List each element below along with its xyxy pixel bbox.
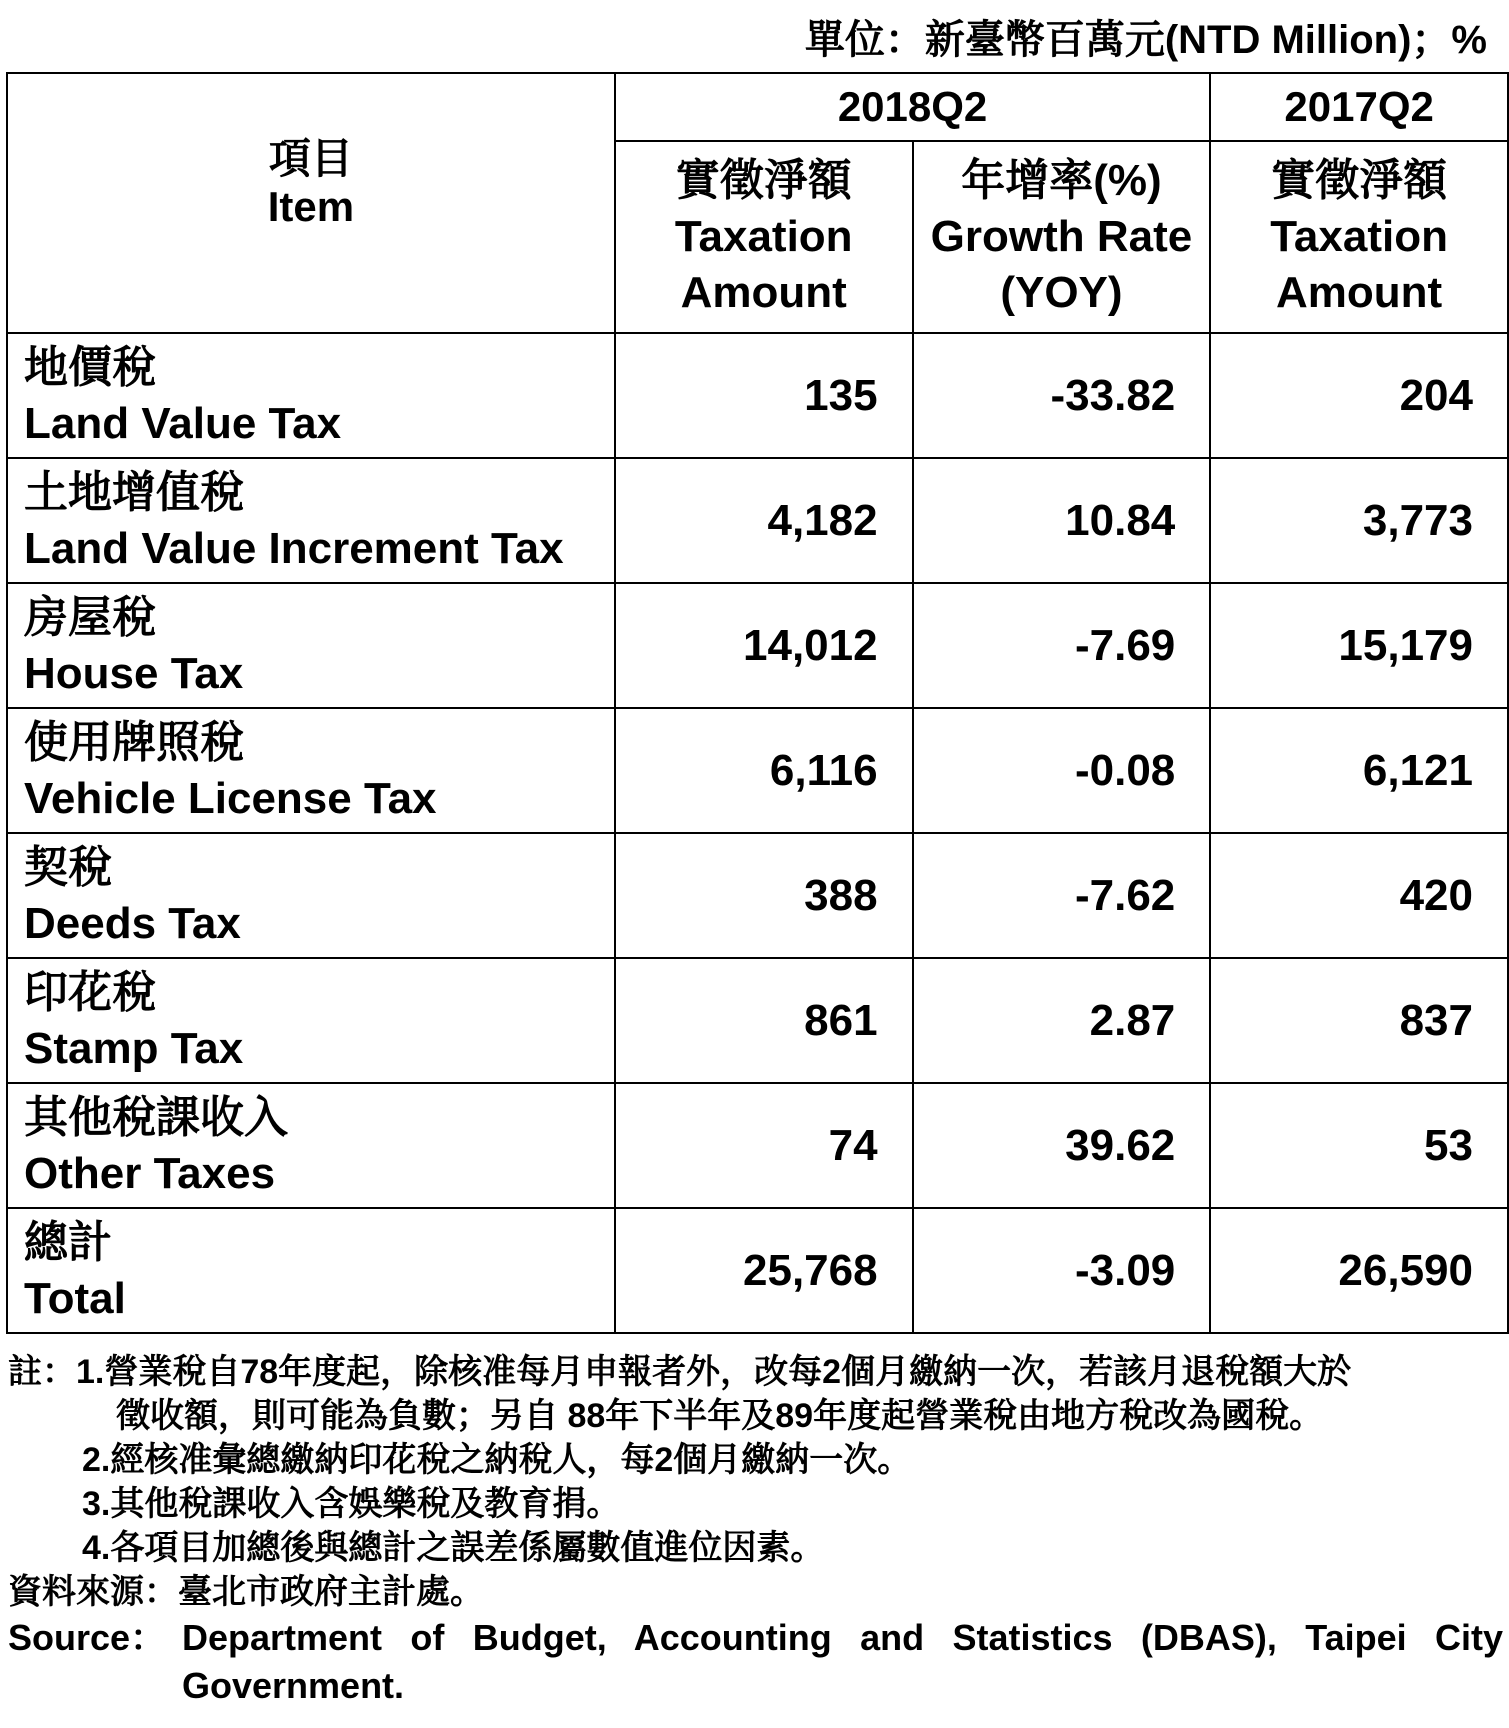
item-header (7, 73, 615, 333)
source-text-line2: Government. (182, 1665, 405, 1706)
cell-amount-2018: 25,768 (615, 1208, 913, 1333)
item-header-zh: 項目 (268, 135, 353, 182)
footnotes (8, 1350, 1508, 1614)
row-item-en: Land Value Tax (24, 398, 342, 448)
header-row-periods (7, 73, 1508, 141)
row-item-zh: 契稅 (24, 842, 112, 892)
cell-growth: -0.08 (913, 708, 1211, 833)
cell-amount-2018: 6,116 (615, 708, 913, 833)
growth-header-en2: (YOY) (1000, 268, 1123, 317)
table-row-total (7, 1208, 1508, 1333)
cell-amount-2017: 3,773 (1210, 458, 1508, 583)
period-2018-header: 2018Q2 (615, 73, 1210, 141)
row-item-en: Stamp Tax (24, 1023, 244, 1073)
table-row (7, 958, 1508, 1083)
cell-amount-2018: 14,012 (615, 583, 913, 708)
row-item (7, 583, 615, 708)
row-item-en: House Tax (24, 648, 244, 698)
row-item-en: Deeds Tax (24, 898, 241, 948)
note-4: 4.各項目加總後與總計之誤差係屬數值進位因素。 (82, 1529, 825, 1567)
row-item (7, 1208, 615, 1333)
table-row (7, 333, 1508, 458)
row-item (7, 958, 615, 1083)
tax-table (6, 72, 1509, 1334)
data-source-zh: 資料來源：臺北市政府主計處。 (8, 1573, 484, 1611)
note-1: 註：1.營業稅自78年度起，除核准每月申報者外，改每2個月繳納一次，若該月退稅額大於 (8, 1353, 1352, 1391)
note-2: 2.經核准彙總繳納印花稅之納稅人，每2個月繳納一次。 (82, 1441, 912, 1479)
row-item-zh: 使用牌照稅 (24, 717, 244, 767)
row-item (7, 833, 615, 958)
row-item (7, 1083, 615, 1208)
amount-2018-header-zh: 實徵淨額 (675, 156, 852, 205)
note-3: 3.其他稅課收入含娛樂稅及教育捐。 (82, 1485, 621, 1523)
cell-amount-2017: 6,121 (1210, 708, 1508, 833)
growth-header-en1: Growth Rate (930, 212, 1193, 261)
row-item-zh: 土地增值稅 (24, 467, 244, 517)
growth-header-zh: 年增率(%) (961, 156, 1162, 205)
row-item-en: Total (24, 1273, 126, 1323)
cell-amount-2017: 15,179 (1210, 583, 1508, 708)
cell-amount-2017: 26,590 (1210, 1208, 1508, 1333)
item-header-en: Item (267, 183, 355, 230)
row-item (7, 333, 615, 458)
cell-amount-2018: 4,182 (615, 458, 913, 583)
unit-label: 單位：新臺幣百萬元(NTD Million)；% (804, 18, 1487, 62)
row-item-en: Vehicle License Tax (24, 773, 437, 823)
amount-2017-header (1210, 141, 1508, 333)
cell-amount-2017: 420 (1210, 833, 1508, 958)
table-row (7, 708, 1508, 833)
row-item-en: Land Value Increment Tax (24, 523, 564, 573)
row-item-zh: 總計 (24, 1217, 112, 1267)
row-item-zh: 印花稅 (24, 967, 156, 1017)
amount-2017-header-en1: Taxation (1270, 212, 1448, 261)
amount-2017-header-en2: Amount (1276, 268, 1443, 317)
cell-growth: -3.09 (913, 1208, 1211, 1333)
table-row (7, 583, 1508, 708)
table-row (7, 1083, 1508, 1208)
table-row (7, 458, 1508, 583)
amount-2018-header-en1: Taxation (674, 212, 853, 261)
source-text-line1: Department of Budget, Accounting and Statistics (DBAS), Taipei City (182, 1617, 1503, 1658)
growth-header (913, 141, 1211, 333)
cell-amount-2017: 204 (1210, 333, 1508, 458)
cell-growth: 2.87 (913, 958, 1211, 1083)
cell-growth: 10.84 (913, 458, 1211, 583)
row-item-zh: 房屋稅 (24, 592, 156, 642)
cell-growth: 39.62 (913, 1083, 1211, 1208)
row-item-en: Other Taxes (24, 1148, 276, 1198)
amount-2018-header-en2: Amount (680, 268, 847, 317)
cell-growth: -33.82 (913, 333, 1211, 458)
cell-growth: -7.69 (913, 583, 1211, 708)
cell-amount-2018: 135 (615, 333, 913, 458)
period-2017-header: 2017Q2 (1210, 73, 1508, 141)
cell-amount-2018: 861 (615, 958, 913, 1083)
amount-2018-header (615, 141, 913, 333)
row-item-zh: 其他稅課收入 (24, 1092, 288, 1142)
source-label: Source： (8, 1617, 167, 1658)
row-item-zh: 地價稅 (24, 342, 156, 392)
row-item (7, 458, 615, 583)
cell-amount-2018: 74 (615, 1083, 913, 1208)
amount-2017-header-zh: 實徵淨額 (1271, 156, 1448, 205)
cell-amount-2018: 388 (615, 833, 913, 958)
source-note (8, 1614, 1503, 1710)
cell-growth: -7.62 (913, 833, 1211, 958)
cell-amount-2017: 53 (1210, 1083, 1508, 1208)
row-item (7, 708, 615, 833)
table-row (7, 833, 1508, 958)
note-1-cont: 徵收額，則可能為負數；另自 88年下半年及89年度起營業稅由地方稅改為國稅。 (116, 1397, 1324, 1435)
cell-amount-2017: 837 (1210, 958, 1508, 1083)
